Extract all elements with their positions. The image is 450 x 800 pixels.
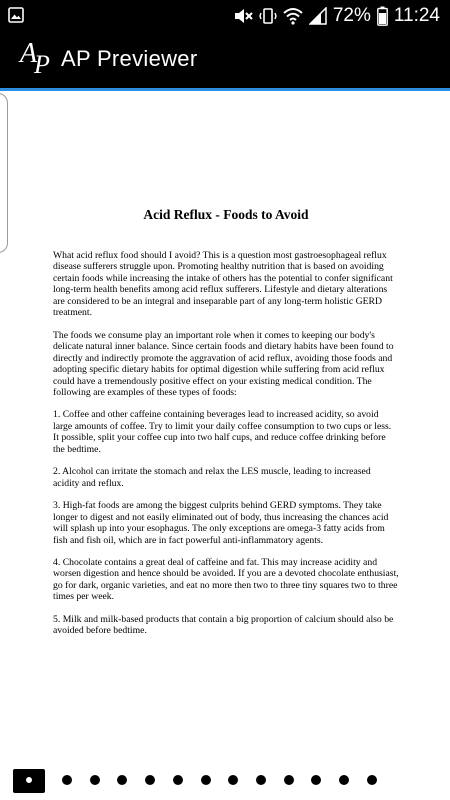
status-icons bbox=[233, 0, 440, 32]
page-dot[interactable] bbox=[201, 775, 211, 785]
page-dot[interactable] bbox=[339, 775, 349, 785]
document-viewer[interactable] bbox=[0, 91, 450, 761]
app-title: AP Previewer bbox=[61, 46, 198, 71]
app-bar bbox=[0, 32, 450, 88]
paragraph-item-chocolate: 4. Chocolate contains a great deal of caffeine and fat. This may increase acidity and worsen digestion and hence should be avoided. If you are a devoted chocolate enthusiast, go for dark, organic varieties, and eat no more then two to three tiny squares two to three times per week. bbox=[53, 556, 399, 603]
status-bar bbox=[0, 0, 450, 32]
logo-letter-p: P bbox=[34, 50, 50, 79]
page-dot[interactable] bbox=[145, 775, 155, 785]
mute-icon bbox=[233, 7, 253, 25]
page-dot[interactable] bbox=[117, 775, 127, 785]
clock-time: 11:24 bbox=[393, 5, 440, 26]
paragraph-foods-role: The foods we consume play an important role when it comes to keeping our body's delicate natural inner balance. Since certain foods and dietary habits have been found to directly and indirectly promote the aggravation of acid reflux, avoiding those foods and adopting specific dietary habits for optimal digestion while suffering from acid reflux could have a tremendously positive effect on your existing medical condition. The following are examples of these types of foods: bbox=[53, 329, 394, 398]
paragraph-item-high-fat: 3. High-fat foods are among the biggest culprits behind GERD symptoms. They take longer to digest and not easily eliminated out of body, thus increasing the chances acid will splash up into your esophagus. The only exceptions are omega-3 fatty acids from fish and fish oil, which are in fact powerful anti-inflammatory agents. bbox=[53, 500, 389, 546]
paragraph-item-alcohol: 2. Alcohol can irritate the stomach and relax the LES muscle, leading to increased acidity and reflux. bbox=[53, 466, 371, 489]
page-dot[interactable] bbox=[228, 775, 238, 785]
signal-icon bbox=[309, 7, 327, 25]
paragraph-intro: What acid reflux food should I avoid? This is a question most gastroesophageal reflux disease sufferers struggle upon. Promoting healthy nutrition that is based on avoiding certain foods while increasing the intake of others has the potential to confer significant long-term health benefits among acid reflux sufferers. Lifestyle and dietary alterations are considered to be an integral and inseparable part of any long-term holistic GERD treatment. bbox=[53, 250, 393, 319]
vibrate-icon bbox=[259, 7, 277, 25]
page-dot[interactable] bbox=[62, 775, 72, 785]
image-notification-icon bbox=[8, 7, 24, 23]
page-dot[interactable] bbox=[284, 775, 294, 785]
battery-percent: 72% bbox=[332, 5, 371, 26]
page-dot[interactable] bbox=[367, 775, 377, 785]
document-page bbox=[53, 206, 399, 648]
document-title: Acid Reflux - Foods to Avoid bbox=[143, 207, 309, 222]
page-dot[interactable] bbox=[173, 775, 183, 785]
page-dot[interactable] bbox=[256, 775, 266, 785]
paragraph-item-milk: 5. Milk and milk-based products that contain a big proportion of calcium should also be avoided before bedtime. bbox=[53, 613, 394, 637]
page-dot-current[interactable] bbox=[13, 769, 45, 793]
battery-icon bbox=[377, 6, 388, 26]
page-dot[interactable] bbox=[311, 775, 321, 785]
paragraph-item-coffee: 1. Coffee and other caffeine containing beverages lead to increased acidity, so avoid large amounts of coffee. Try to limit your daily coffee consumption to two cups or less. It possible, split your coffee cup into two half cups, and reduce coffee drinking before the bedtime. bbox=[53, 409, 392, 455]
page-indicator bbox=[0, 761, 450, 800]
logo-letter-a: A bbox=[20, 38, 38, 69]
drawer-edge-handle[interactable] bbox=[0, 93, 8, 253]
app-logo[interactable] bbox=[20, 40, 54, 80]
wifi-icon bbox=[283, 7, 303, 25]
page-dot[interactable] bbox=[90, 775, 100, 785]
